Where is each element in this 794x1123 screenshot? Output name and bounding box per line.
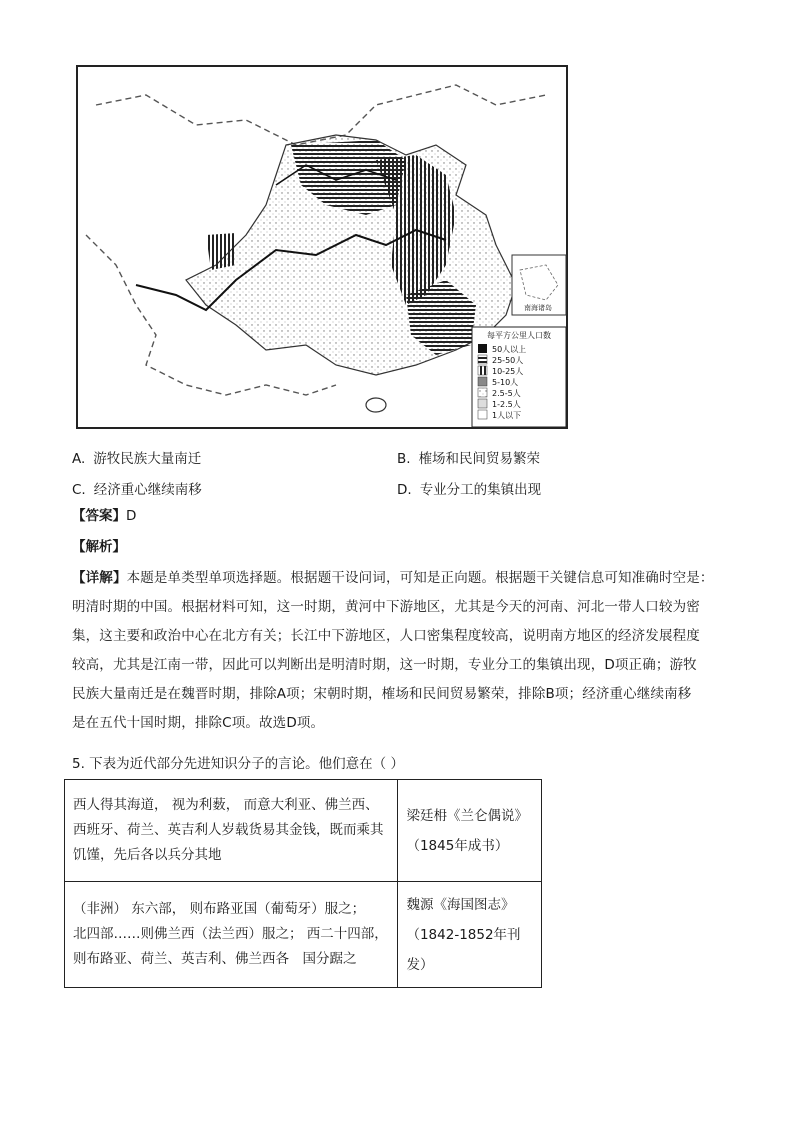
source-cell <box>398 780 542 882</box>
legend-swatch-2 <box>478 355 487 364</box>
quotes-table <box>64 779 542 988</box>
quote-line: 则布路亚、荷兰、英吉利、佛兰西各 国分踞之 <box>73 951 357 967</box>
quote-cell <box>65 780 398 882</box>
legend-swatch-5 <box>478 388 487 397</box>
legend-item: 2.5-5人 <box>492 389 521 398</box>
quote-line: 北四部……则佛兰西（法兰西）服之； 西二十四部， <box>73 926 388 942</box>
option-letter: B. <box>397 450 411 467</box>
analysis-tag: 【解析】 <box>72 539 126 555</box>
quote-cell <box>65 882 398 988</box>
detail-line-6: 是在五代十国时期，排除C项。故选D项。 <box>72 715 325 731</box>
option-c[interactable] <box>72 478 397 498</box>
quote-line: 饥馑，先后各以兵分其地 <box>73 847 222 863</box>
detail-line-2: 明清时期的中国。根据材料可知，这一时期，黄河中下游地区，尤其是今天的河南、河北一带人口较为密 <box>72 599 700 615</box>
detail-line-4: 较高，尤其是江南一带，因此可以判断出是明清时期，这一时期，专业分工的集镇出现，D项正确；游牧 <box>72 657 697 673</box>
detail-text: 本题是单类型单项选择题。根据题干设问词，可知是正向题。根据题干关键信息可知准确时空是： <box>126 570 714 586</box>
option-text: 经济重心继续南移 <box>93 481 202 498</box>
option-letter: A. <box>72 450 86 467</box>
answer-line <box>72 504 732 524</box>
option-b[interactable] <box>397 447 722 467</box>
source-date: （1842-1852年刊发） <box>406 926 521 973</box>
table-row <box>65 780 542 882</box>
legend-swatch-4 <box>478 377 487 386</box>
option-text: 专业分工的集镇出现 <box>419 481 542 498</box>
option-text: 游牧民族大量南迁 <box>93 450 202 467</box>
quote-line: 西班牙、荷兰、英吉利人岁载货易其金钱，既而乘其 <box>73 822 384 838</box>
legend-swatch-6 <box>478 399 487 408</box>
detail-line-5: 民族大量南迁是在魏晋时期，排除A项；宋朝时期，榷场和民间贸易繁荣，排除B项；经济重心继续南移 <box>72 686 692 702</box>
table-row <box>65 882 542 988</box>
legend-item: 1人以下 <box>492 411 522 420</box>
question-5: 5. 下表为近代部分先进知识分子的言论。他们意在（ ） <box>72 756 404 772</box>
legend-item: 5-10人 <box>492 378 519 387</box>
legend-swatches <box>478 344 487 419</box>
hainan-island <box>366 398 386 412</box>
legend-title: 每平方公里人口数 <box>487 331 551 340</box>
analysis-heading <box>72 535 732 555</box>
sichuan-dense-area <box>206 233 236 270</box>
legend-item: 10-25人 <box>492 367 524 376</box>
option-text: 榷场和民间贸易繁荣 <box>418 450 541 467</box>
legend-item: 1-2.5人 <box>492 400 521 409</box>
legend-swatch-7 <box>478 410 487 419</box>
legend-item: 50人以上 <box>492 345 527 354</box>
detail-explanation <box>72 564 732 738</box>
answer-options <box>72 441 732 503</box>
quote-line: （非洲） 东六部， 则布路亚国（葡萄牙）服之； <box>73 901 366 917</box>
map-graphic <box>76 65 568 429</box>
detail-tag: 【详解】 <box>72 570 127 586</box>
quote-line: 西人得其海道， 视为利薮， 而意大利亚、佛兰西、 <box>73 797 379 813</box>
detail-line-1 <box>72 564 732 593</box>
option-letter: C. <box>72 481 86 498</box>
option-letter: D. <box>397 481 412 498</box>
answer-value: D <box>126 508 137 524</box>
legend-swatch-3 <box>478 366 487 375</box>
option-d[interactable] <box>397 478 722 498</box>
legend-item: 25-50人 <box>492 356 524 365</box>
option-a[interactable] <box>72 447 397 467</box>
answer-tag: 【答案】 <box>72 508 126 524</box>
population-density-map <box>76 65 568 429</box>
detail-line-3: 集，这主要和政治中心在北方有关；长江中下游地区，人口密集程度较高，说明南方地区的经济发展程度 <box>72 628 700 644</box>
source-cell <box>398 882 542 988</box>
source-date: （1845年成书） <box>406 837 509 854</box>
inset-label: 南海诸岛 <box>524 304 552 312</box>
source-title: 魏源《海国图志》 <box>406 896 515 913</box>
legend-swatch-1 <box>478 344 487 353</box>
source-title: 梁廷枏《兰仑偶说》 <box>406 807 528 824</box>
